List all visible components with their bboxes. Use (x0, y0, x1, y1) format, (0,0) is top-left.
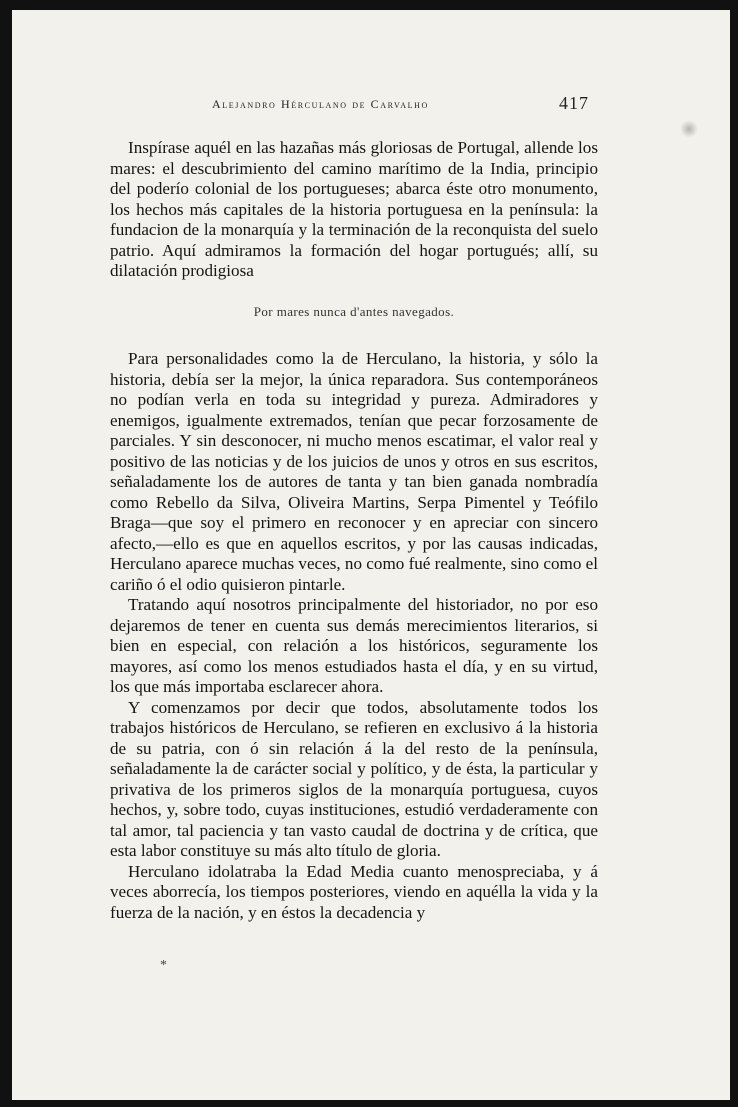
signature-mark: * (160, 958, 167, 973)
running-title: Alejandro Hérculano de Carvalho (212, 97, 429, 111)
motto-line: Por mares nunca d'antes navegados. (253, 303, 455, 319)
paragraph-4: Y comenzamos por decir que todos, absolutamente todos los trabajos históricos de Herculano, se refieren en exclusivo á la historia de su patria, con ó sin relación á la del resto de la península, señaladamente la de carácter social y político, y de ésta, la particular y privativa de los primeros siglos de la monarquía portuguesa, cuyos hechos, y, sobre todo, cuyas instituciones, estudió verdaderamente con tal amor, tal paciencia y tan vasto caudal de doctrina y de crítica, que esta labor constituye su más alto título de gloria. (110, 697, 598, 860)
book-page (12, 10, 730, 1100)
body-text (110, 138, 598, 923)
paragraph-5: Herculano idolatraba la Edad Media cuanto menospreciaba, y á veces aborrecía, los tiempos posteriores, viendo en aquélla la vida y la fuerza de la nación, y en éstos la decadencia y (110, 861, 598, 922)
paper-speck (680, 120, 698, 138)
paragraph-2: Para personalidades como la de Herculano, la historia, y sólo la historia, debía ser la mejor, la única reparadora. Sus contemporáneos no podían verla en toda su integridad y pureza. Admiradores y enemigos, igualmente extremados, tenían que pecar forzosamente de parciales. Y sin desconocer, ni mucho menos escatimar, el valor real y positivo de las noticias y de los juicios de unos y otros en sus escritos, señaladamente los de autores de tanta y tan bien ganada nombradía como Rebello da Silva, Oliveira Martins, Serpa Pimentel y Teófilo Braga—que soy el primero en reconocer y en apreciar con sincero afecto,—ello es que en aquellos escritos, y por las causas indicadas, Herculano aparece muchas veces, no como fué realmente, sino como el cariño ó el odio quisieron pintarle. (110, 349, 598, 594)
page-number: 417 (559, 93, 589, 113)
paragraph-1: Inspírase aquél en las hazañas más gloriosas de Portugal, allende los mares: el descubrimiento del camino marítimo de la India, principio del poderío colonial de los portugueses; abarca éste otro monumento, los hechos más capitales de la historia portuguesa en la península: la fundacion de la monarquía y la terminación de la reconquista del suelo patrio. Aquí admiramos la formación del hogar portugués; allí, su dilatación prodigiosa (110, 138, 598, 280)
paragraph-3: Tratando aquí nosotros principalmente del historiador, no por eso dejaremos de tener en cuenta sus demás merecimientos literarios, si bien en especial, con relación a los históricos, seguramente los mayores, así como los menos estudiados hasta el día, y en su virtud, los que más importaba esclarecer ahora. (110, 595, 598, 696)
